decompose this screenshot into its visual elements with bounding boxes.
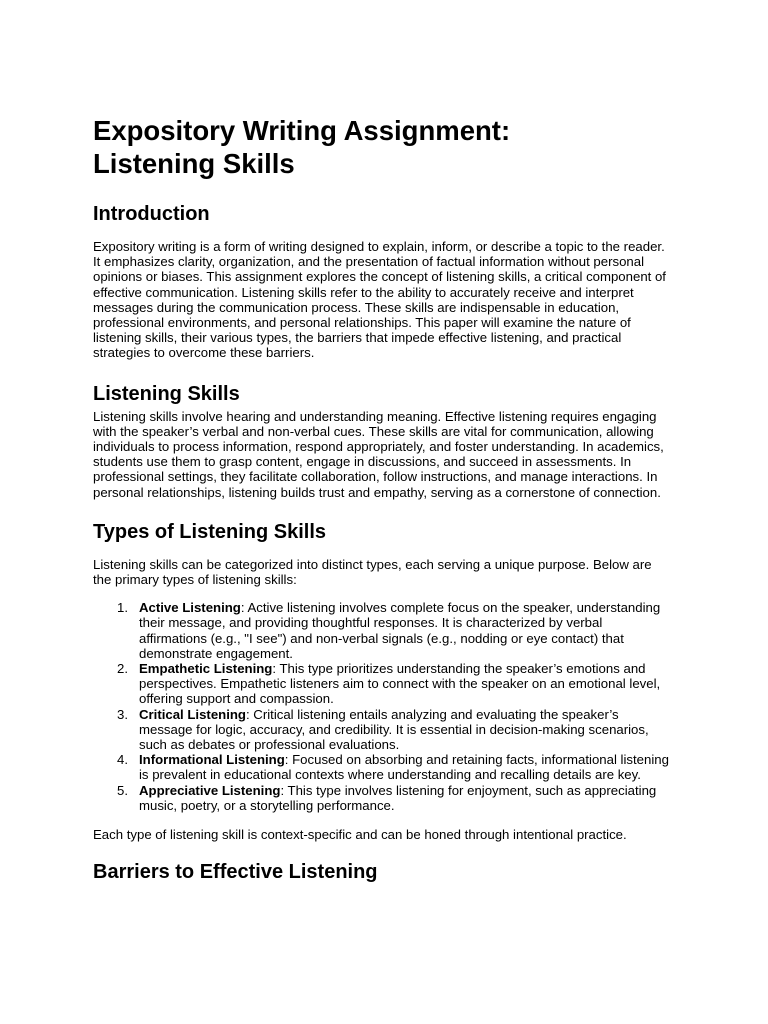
list-item-text: : Critical listening entails analyzing and evaluating the speaker’s message for logic, accuracy, and credibility. It is essential in decision-making scenarios, such as debates or professional evaluations. bbox=[139, 706, 649, 753]
list-item bbox=[93, 752, 673, 782]
list-item-term: Active Listening bbox=[139, 600, 241, 616]
introduction-paragraph: Expository writing is a form of writing designed to explain, inform, or describe a topic to the reader. It emphasizes clarity, organization, and the presentation of factual information without personal opinions or biases. This assignment explores the concept of listening skills, a critical component of effective communication. Listening skills refer to the ability to accurately receive and interpret messages during the communication process. These skills are indispensable in education, professional environments, and personal relationships. This paper will examine the nature of listening skills, their various types, the barriers that impede effective listening, and practical strategies to overcome these barriers. bbox=[93, 239, 666, 361]
list-item-number: 1. bbox=[117, 600, 128, 616]
document-title bbox=[93, 114, 673, 180]
list-item-number: 3. bbox=[117, 706, 128, 722]
barriers-heading: Barriers to Effective Listening bbox=[93, 861, 378, 884]
list-item-text: : Focused on absorbing and retaining facts, informational listening is prevalent in educational contexts where understanding and recalling details are key. bbox=[139, 752, 669, 783]
list-item-term: Empathetic Listening bbox=[139, 661, 273, 677]
types-list bbox=[93, 600, 673, 813]
list-item-text: : This type prioritizes understanding the speaker’s emotions and perspectives. Empathetic listeners aim to connect with the speaker on an emotional level, offering support and compassion. bbox=[139, 661, 661, 707]
list-item-term: Critical Listening bbox=[139, 706, 246, 722]
list-item-number: 5. bbox=[117, 782, 128, 798]
list-item-number: 4. bbox=[117, 752, 128, 768]
title-line-1: Expository Writing Assignment: bbox=[93, 115, 511, 146]
list-item-text: : This type involves listening for enjoyment, such as appreciating music, poetry, or a storytelling performance. bbox=[139, 782, 657, 813]
introduction-heading: Introduction bbox=[93, 203, 210, 225]
listening-skills-heading: Listening Skills bbox=[93, 382, 240, 405]
title-line-2: Listening Skills bbox=[93, 148, 295, 179]
list-item-text: : Active listening involves complete focus on the speaker, understanding their message, and providing thoughtful responses. It is characterized by verbal affirmations (e.g., "I see") and non-verbal signals (e.g., nodding or eye contact) that demonstrate engagement. bbox=[139, 600, 661, 661]
list-item bbox=[93, 661, 673, 707]
list-item bbox=[93, 783, 673, 813]
list-item bbox=[93, 707, 673, 753]
types-intro-paragraph: Listening skills can be categorized into distinct types, each serving a unique purpose. Below are the primary types of listening skills: bbox=[93, 556, 652, 588]
list-item bbox=[93, 600, 673, 661]
list-item-term: Appreciative Listening bbox=[139, 782, 281, 798]
types-heading: Types of Listening Skills bbox=[93, 520, 327, 543]
document-page bbox=[93, 114, 673, 884]
list-item-term: Informational Listening bbox=[139, 752, 285, 768]
listening-skills-paragraph: Listening skills involve hearing and understanding meaning. Effective listening requires engaging with the speaker’s verbal and non-verbal cues. These skills are vital for communication, allowing individuals to process information, respond appropriately, and foster understanding. In academics, students use them to grasp content, engage in discussions, and succeed in assessments. In professional settings, they facilitate collaboration, follow instructions, and manage interactions. In personal relationships, listening builds trust and empathy, serving as a cornerstone of connection. bbox=[93, 408, 664, 500]
list-item-number: 2. bbox=[117, 661, 128, 677]
types-closing-paragraph: Each type of listening skill is context-specific and can be honed through intentional practice. bbox=[93, 827, 627, 843]
